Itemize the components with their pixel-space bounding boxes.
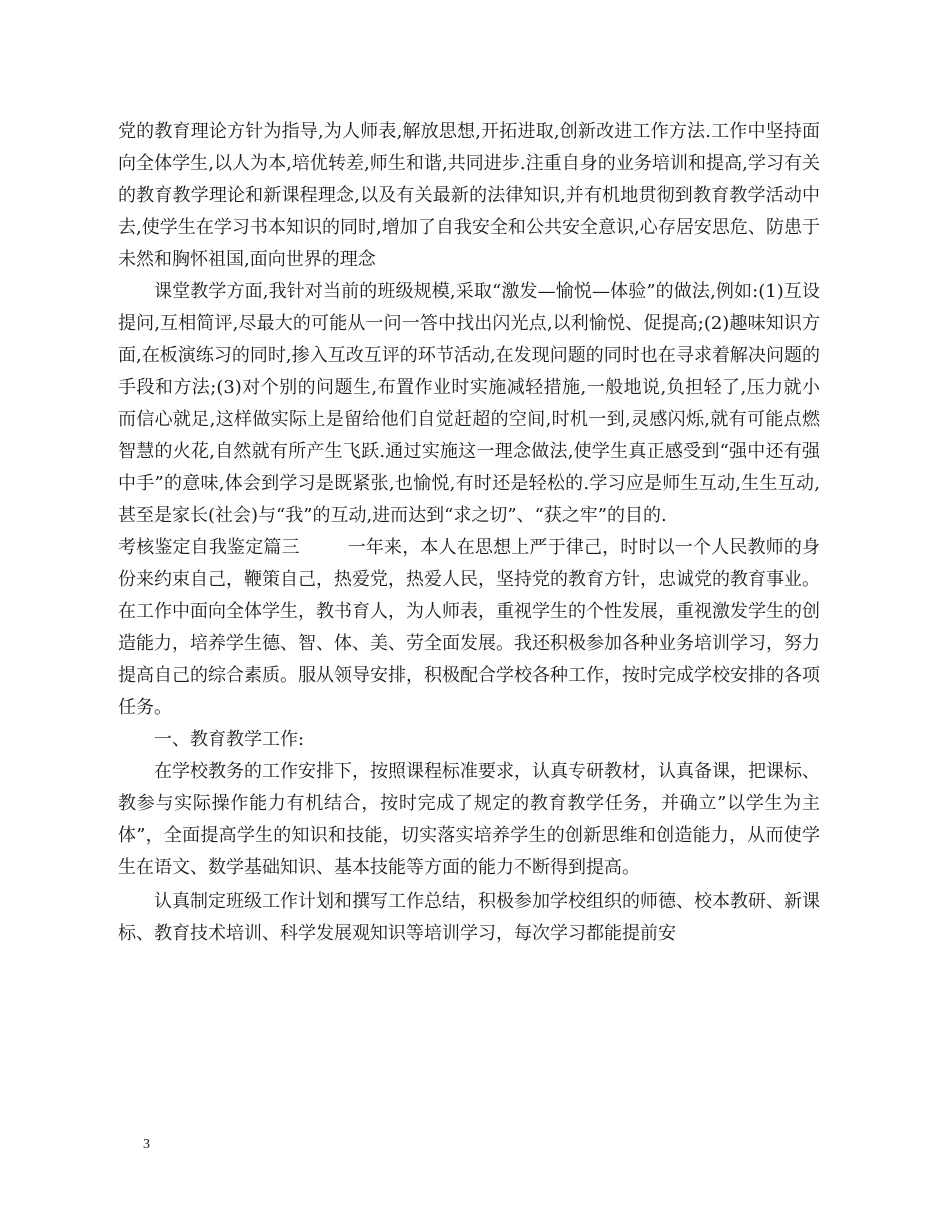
paragraph-class-work-plan: 认真制定班级工作计划和撰写工作总结，积极参加学校组织的师德、校本教研、新课标、教育技术培训、科学发展观知识等培训学习，每次学习都能提前安 (118, 891, 820, 944)
page-number: 3 (143, 1137, 150, 1152)
section-body: 一年来，本人在思想上严于律己，时时以一个人民教师的身份来约束自己，鞭策自己，热爱党，热爱人民，坚持党的教育方针，忠诚党的教育事业。在工作中面向全体学生，教书育人，为人师表，重视学生的个性发展，重视激发学生的创造能力，培养学生德、智、体、美、劳全面发展。我还积极参加各种业务培训学习，努力提高自己的综合素质。服从领导安排，积极配合学校各种工作，按时完成学校安排的各项任务。 (118, 537, 821, 718)
document-body (118, 116, 820, 950)
paragraph-education-policy: 党的教育理论方针为指导,为人师表,解放思想,开拓进取,创新改进工作方法.工作中坚持面向全体学生,以人为本,培优转差,师生和谐,共同进步.注重自身的业务培训和提高,学习有关的教育教学理论和新课程理念,以及有关最新的法律知识,并有机地贯彻到教育教学活动中去,使学生在学习书本知识的同时,增加了自我安全和公共安全意识,心存居安思危、防患于未然和胸怀祖国,面向世界的理念 (118, 121, 820, 270)
paragraph-classroom-teaching: 课堂教学方面,我针对当前的班级规模,采取“激发—愉悦—体验”的做法,例如:(1)互设提问,互相简评,尽最大的可能从一问一答中找出闪光点,以利愉悦、促提高;(2)趣味知识方面,在板演练习的同时,掺入互改互评的环节活动,在发现问题的同时也在寻求着解决问题的手段和方法;(3)对个别的问题生,布置作业时实施减轻措施,一般地说,负担轻了,压力就小而信心就足,这样做实际上是留给他们自觉赶超的空间,时机一到,灵感闪烁,就有可能点燃智慧的火花,自然就有所产生飞跃.通过实施这一理念做法,使学生真正感受到“强中还有强中手”的意味,体会到学习是既紧张,也愉悦,有时还是轻松的.学习应是师生互动,生生互动,甚至是家长(社会)与“我”的互动,进而达到“求之切”、“获之牢”的目的. (118, 281, 820, 526)
section-heading: 考核鉴定自我鉴定篇三 (118, 537, 300, 558)
paragraph-teaching-arrangement: 在学校教务的工作安排下，按照课程标准要求，认真专研教材，认真备课，把课标、教参与实际操作能力有机结合，按时完成了规定的教育教学任务，并确立”以学生为主体”，全面提高学生的知识和技能，切实落实培养学生的创新思维和创造能力，从而使学生在语文、数学基础知识、基本技能等方面的能力不断得到提高。 (118, 761, 820, 878)
paragraph-self-appraisal-three (118, 532, 820, 724)
subheading-teaching-work: 一、教育教学工作: (154, 729, 305, 750)
